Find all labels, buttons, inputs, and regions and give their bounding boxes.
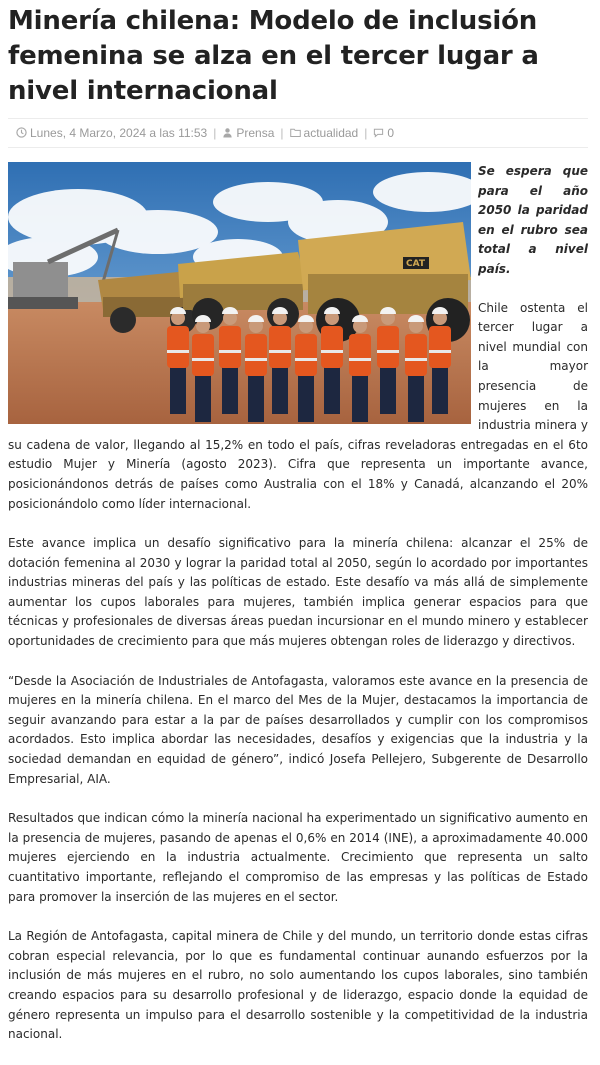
folder-icon <box>290 127 301 138</box>
article-body <box>8 162 588 1065</box>
article-lead: Se espera que para el año 2050 la paridad en el rubro sea total a nivel país. <box>478 164 588 276</box>
article-paragraph: Resultados que indican cómo la minería nacional ha experimentado un significativo aumento en la presencia de mujeres, pasando de apenas el 0,6% en 2014 (INE), a aproximadamente 40.000 mujeres ejerciendo en la industria actualmente. Crecimiento que representa un salto cuantitativo importante, reflejando el compromiso de las empresas y las políticas de Estado para promover la inserción de las mujeres en el sector. <box>8 811 588 904</box>
post-date: Lunes, 4 Marzo, 2024 a las 11:53 <box>30 126 208 140</box>
post-category: actualidad <box>303 126 359 140</box>
article-title: Minería chilena: Modelo de inclusión femenina se alza en el tercer lugar a nivel internacional <box>8 6 539 106</box>
comments-link[interactable] <box>373 126 394 140</box>
meta-divider: | <box>213 126 217 140</box>
post-author: Prensa <box>236 126 275 140</box>
article-paragraph: Chile ostenta el tercer lugar a nivel mundial con la mayor presencia de mujeres en la industria minera y su cadena de valor, llegando al 15,2% en todo el país, cifras reveladoras entregadas en el 6to estudio Mujer y Minería (agosto 2023). Cifra que representa un importante avance, posicionándonos detrás de países como Australia con el 18% y Canadá, alcanzando el 20% posicionándolo como líder internacional. <box>8 300 588 511</box>
date-meta <box>16 126 207 140</box>
category-link[interactable] <box>290 126 359 140</box>
article-paragraph: Este avance implica un desafío significativo para la minería chilena: alcanzar el 25% de dotación femenina al 2030 y lograr la paridad total al 2050, según lo acordado por importantes industrias mineras del país y las políticas de estado. Este desafío va más allá de simplemente aumentar los cupos laborales para mujeres, también implica generar espacios para que técnicas y profesionales de diversas áreas puedan incursionar en el mundo minero y establecer oportunidades de crecimiento para que más mujeres obtengan roles de liderazgo y directivos. <box>8 536 588 649</box>
comment-count: 0 <box>387 126 395 140</box>
clock-icon <box>16 127 27 138</box>
photo-spacer <box>8 162 478 428</box>
truck-badge: CAT <box>406 259 426 269</box>
article-meta <box>8 118 588 148</box>
meta-divider: | <box>280 126 284 140</box>
article-paragraph: “Desde la Asociación de Industriales de Antofagasta, valoramos este avance en la presencia de mujeres en la minería chilena. En el marco del Mes de la Mujer, destacamos la importancia de seguir avanzando para estar a la par de países desarrollados y cumplir con los compromisos acordados. Esto implica abordar las necesidades, desafíos y exigencias que la industria y la sociedad demandan en equidad de género”, indicó Josefa Pellejero, Subgerente de Desarrollo Empresarial, AIA. <box>8 673 588 786</box>
author-link[interactable] <box>222 126 274 140</box>
meta-divider: | <box>364 126 368 140</box>
user-icon <box>222 127 233 138</box>
comment-icon <box>373 127 384 138</box>
article-paragraph: La Región de Antofagasta, capital minera de Chile y del mundo, un territorio donde estas cifras cobran especial relevancia, por lo que es fundamental continuar aunando esfuerzos por la inclusión de más mujeres en el rubro, no solo aumentando los cupos laborales, sino también creando espacios para su desarrollo profesional y de liderazgo, espacio donde la equidad de género representa un impulso para el desarrollo sostenible y la competitividad de la industria nacional. <box>8 929 588 1042</box>
